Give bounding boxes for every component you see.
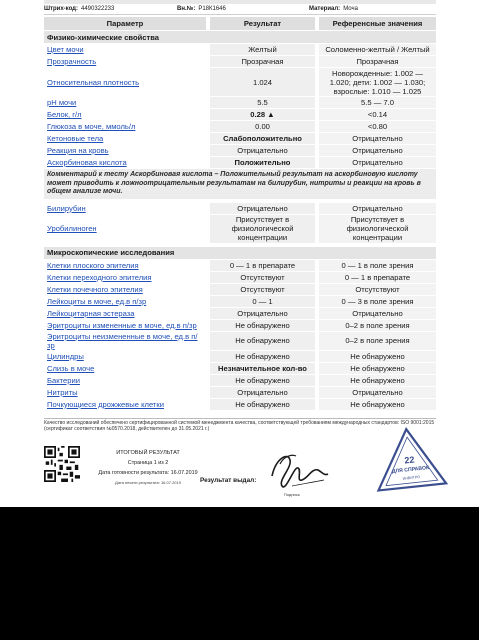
section-title: Физико-химические свойства xyxy=(44,31,436,43)
reference-value: Не обнаружено xyxy=(319,351,436,362)
param-name-cell xyxy=(44,44,206,55)
param-name-cell xyxy=(44,375,206,386)
param-link[interactable]: pH мочи xyxy=(47,98,77,107)
result-value: Не обнаружено xyxy=(210,332,315,350)
param-name-cell xyxy=(44,215,206,243)
result-value: Положительно xyxy=(210,157,315,168)
signature-caption: Подпись xyxy=(284,492,300,497)
reference-value: 5.5 — 7.0 xyxy=(319,97,436,108)
result-value: Отсутствуют xyxy=(210,284,315,295)
table-row xyxy=(44,44,436,55)
param-link[interactable]: Клетки переходного эпителия xyxy=(47,272,152,282)
param-link[interactable]: Эритроциты неизмененные в моче, ед.в п/зр xyxy=(47,331,198,350)
result-value: 0.00 xyxy=(210,121,315,132)
param-link[interactable]: Эритроциты измененные в моче, ед.в п/зр xyxy=(47,320,197,330)
reference-value: Отрицательно xyxy=(319,203,436,214)
signature-image xyxy=(262,446,332,498)
table-row xyxy=(44,133,436,144)
col-header-reference: Референсные значения xyxy=(319,17,436,30)
param-name-cell xyxy=(44,133,206,144)
table-row xyxy=(44,320,436,331)
param-link[interactable]: Уробилиноген xyxy=(47,224,97,234)
table-row xyxy=(44,203,436,214)
inv-label: Вн.№: xyxy=(177,6,196,12)
param-link[interactable]: Белок, г/л xyxy=(47,110,82,119)
table-row xyxy=(44,68,436,96)
reference-value: Отсутствуют xyxy=(319,284,436,295)
result-value: Незначительное кол-во xyxy=(210,363,315,374)
result-value: 0 — 1 в препарате xyxy=(210,260,315,271)
param-link[interactable]: Относительная плотность xyxy=(47,77,140,87)
param-link[interactable]: Цвет мочи xyxy=(47,45,84,54)
param-link[interactable]: Реакция на кровь xyxy=(47,146,109,155)
param-link[interactable]: Нитриты xyxy=(47,387,78,397)
result-ready-date: Дата готовности результата: 16.07.2019 xyxy=(98,470,198,476)
table-row xyxy=(44,375,436,386)
stamp-text: ДЛЯ СПРАВОК xyxy=(391,465,430,475)
stamp-seal xyxy=(372,423,448,507)
result-value: Не обнаружено xyxy=(210,399,315,410)
result-value: Желтый xyxy=(210,44,315,55)
result-value: 5.5 xyxy=(210,97,315,108)
table-row xyxy=(44,387,436,398)
param-link[interactable]: Лейкоциты в моче, ед.в п/зр xyxy=(47,296,147,306)
result-value: Отсутствуют xyxy=(210,272,315,283)
barcode-value: 4490322233 xyxy=(80,6,115,12)
table-row xyxy=(44,157,436,168)
barcode-label: Штрих-код: xyxy=(44,6,78,12)
param-name-cell xyxy=(44,399,206,410)
print-date: Дата печати результата: 16.07.2019 xyxy=(115,480,181,485)
param-name-cell xyxy=(44,109,206,120)
table-row xyxy=(44,97,436,108)
reference-value: Не обнаружено xyxy=(319,363,436,374)
reference-value: Отрицательно xyxy=(319,157,436,168)
reference-value: 0 — 3 в поле зрения xyxy=(319,296,436,307)
result-value: Не обнаружено xyxy=(210,320,315,331)
param-link[interactable]: Клетки почечного эпителия xyxy=(47,284,143,294)
reference-value: 0 — 1 в поле зрения xyxy=(319,260,436,271)
section-micro xyxy=(44,247,436,259)
barcode-field xyxy=(44,6,177,12)
table-row xyxy=(44,351,436,362)
material-field xyxy=(309,6,358,12)
table-row xyxy=(44,215,436,243)
param-name-cell xyxy=(44,203,206,214)
table-row xyxy=(44,272,436,283)
reference-value: <0.80 xyxy=(319,121,436,132)
final-result-block xyxy=(88,448,208,488)
result-value: Присутствует в физиологической концентрации xyxy=(210,215,315,243)
result-value: 1.024 xyxy=(210,68,315,96)
param-link[interactable]: Кетоновые тела xyxy=(47,134,104,143)
param-name-cell xyxy=(44,260,206,271)
table-row xyxy=(44,145,436,156)
table-row xyxy=(44,399,436,410)
reference-value: Отрицательно xyxy=(319,145,436,156)
reference-value: Новорожденные: 1.002 — 1.020; дети: 1.002 — 1.030; взрослые: 1.010 — 1.025 xyxy=(319,68,436,96)
page-number: Страница 1 из 2 xyxy=(127,460,169,466)
result-value: Отрицательно xyxy=(210,203,315,214)
result-value: Слабоположительно xyxy=(210,133,315,144)
table-header-row xyxy=(44,17,436,30)
reference-value: Не обнаружено xyxy=(319,375,436,386)
result-value: Не обнаружено xyxy=(210,351,315,362)
param-link[interactable]: Почкующиеся дрожжевые клетки xyxy=(47,399,164,409)
param-link[interactable]: Лейкоцитарная эстераза xyxy=(47,308,135,318)
specimen-info-line xyxy=(44,4,436,15)
param-name-cell xyxy=(44,284,206,295)
reference-value: Соломенно-желтый / Желтый xyxy=(319,44,436,55)
reference-value: 0 — 1 в препарате xyxy=(319,272,436,283)
reference-value: Прозрачная xyxy=(319,56,436,67)
inv-field xyxy=(177,6,309,12)
param-link[interactable]: Бактерии xyxy=(47,375,80,385)
param-name-cell xyxy=(44,332,206,350)
table-row xyxy=(44,56,436,67)
param-link[interactable]: Слизь в моче xyxy=(47,363,95,373)
material-label: Материал: xyxy=(309,6,341,12)
table-row xyxy=(44,121,436,132)
param-link[interactable]: Цилиндры xyxy=(47,351,84,361)
table-row xyxy=(44,109,436,120)
param-link[interactable]: Клетки плоского эпителия xyxy=(47,260,139,270)
param-name-cell xyxy=(44,387,206,398)
qr-code-icon xyxy=(44,446,80,482)
result-value: 0.28 ▲ xyxy=(210,109,315,120)
stamp-number: 22 xyxy=(403,454,415,466)
result-value: 0 — 1 xyxy=(210,296,315,307)
reference-value: Присутствует в физиологической концентрации xyxy=(319,215,436,243)
result-value: Отрицательно xyxy=(210,387,315,398)
param-name-cell xyxy=(44,320,206,331)
final-result-title: ИТОГОВЫЙ РЕЗУЛЬТАТ xyxy=(116,450,180,456)
col-header-result: Результат xyxy=(210,17,315,30)
section-physchem xyxy=(44,31,436,43)
table-row xyxy=(44,260,436,271)
table-row xyxy=(44,284,436,295)
reference-value: Не обнаружено xyxy=(319,399,436,410)
results-table xyxy=(44,16,436,411)
param-name-cell xyxy=(44,56,206,67)
param-name-cell xyxy=(44,363,206,374)
section-title: Микроскопические исследования xyxy=(44,247,436,259)
stamp-inner-text: ИНВИТРО xyxy=(402,475,421,481)
reference-value: Отрицательно xyxy=(319,133,436,144)
param-name-cell xyxy=(44,272,206,283)
reference-value: 0–2 в поле зрения xyxy=(319,320,436,331)
param-name-cell xyxy=(44,308,206,319)
reference-value: Отрицательно xyxy=(319,387,436,398)
param-name-cell xyxy=(44,145,206,156)
param-link[interactable]: Прозрачность xyxy=(47,57,97,66)
result-value: Отрицательно xyxy=(210,308,315,319)
col-header-param: Параметр xyxy=(44,17,206,30)
result-value: Отрицательно xyxy=(210,145,315,156)
material-value: Моча xyxy=(343,6,358,12)
param-link[interactable]: Билирубин xyxy=(47,203,86,213)
inv-value: Р18К1646 xyxy=(198,6,226,12)
comment-row xyxy=(44,169,436,199)
table-row xyxy=(44,363,436,374)
issued-by-label: Результат выдал: xyxy=(200,477,257,484)
param-name-cell xyxy=(44,97,206,108)
table-row xyxy=(44,308,436,319)
ascorbic-comment: Комментарий к тесту Аскорбиновая кислота – Положительный результат на аскорбиновую кислоту может приводить к ложноотрицательным результатам на билирубин, нитриты и реакции на кровь в общем анализе мочи. xyxy=(44,169,436,199)
param-name-cell xyxy=(44,351,206,362)
param-name-cell xyxy=(44,121,206,132)
table-row xyxy=(44,296,436,307)
param-name-cell xyxy=(44,157,206,168)
quality-footnote: Качество исследований обеспечено сертифицированной системой менеджмента качества, соответствующей требованиям международных стандартов: ISO 9001:2015 (сертификат соответствия №0570.2018, действителен до 31.05.2021 г.) xyxy=(44,420,435,432)
param-name-cell xyxy=(44,68,206,96)
reference-value: <0.14 xyxy=(319,109,436,120)
table-row xyxy=(44,332,436,350)
reference-value: Отрицательно xyxy=(319,308,436,319)
result-value: Не обнаружено xyxy=(210,375,315,386)
reference-value: 0–2 в поле зрения xyxy=(319,332,436,350)
param-name-cell xyxy=(44,296,206,307)
result-value: Прозрачная xyxy=(210,56,315,67)
param-link[interactable]: Аскорбиновая кислота xyxy=(47,158,127,167)
param-link[interactable]: Глюкоза в моче, ммоль/л xyxy=(47,122,136,131)
